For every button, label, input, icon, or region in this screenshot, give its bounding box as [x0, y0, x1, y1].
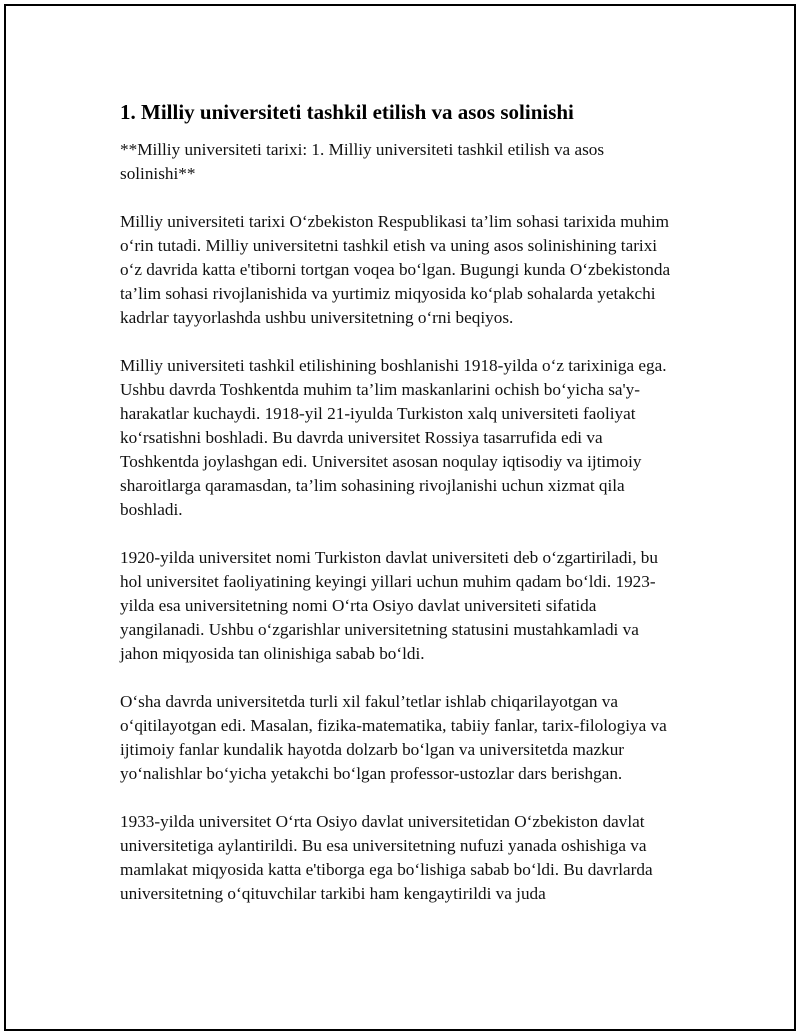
paragraph-2: Milliy universiteti tashkil etilishining boshlanishi 1918-yilda o‘z tarixiniga ega. Ushbu davrda Toshkentda muhim ta’lim maskanlarini ochish bo‘yicha sa'y-harakatlar kuchaydi. 1918-yil 21-iyulda Turkiston xalq universiteti faoliyat ko‘rsatishni boshladi. Bu davrda universitet Rossiya tasarrufida edi va Toshkentda joylashgan edi. Universitet asosan noqulay iqtisodiy va ijtimoiy sharoitlarga qaramasdan, ta’lim sohasining rivojlanishi uchun xizmat qila boshladi.: [120, 356, 667, 519]
page-frame: [4, 4, 796, 1031]
paragraph-5: 1933-yilda universitet O‘rta Osiyo davlat universitetidan O‘zbekiston davlat universitetiga aylantirildi. Bu esa universitetning nufuzi yanada oshishiga va mamlakat miqyosida katta e'tiborga ega bo‘lishiga sabab bo‘ldi. Bu davrlarda universitetning o‘qituvchilar tarkibi ham kengaytirildi va juda: [120, 812, 653, 903]
paragraph-3: 1920-yilda universitet nomi Turkiston davlat universiteti deb o‘zgartiriladi, bu hol universitet faoliyatining keyingi yillari uchun muhim qadam bo‘ldi. 1923-yilda esa universitetning nomi O‘rta Osiyo davlat universiteti sifatida yangilanadi. Ushbu o‘zgarishlar universitetning statusini mustahkamladi va jahon miqyosida tan olinishiga sabab bo‘ldi.: [120, 548, 658, 663]
bold-subtitle-paragraph: **Milliy universiteti tarixi: 1. Milliy universiteti tashkil etilish va asos solinishi**: [120, 140, 605, 183]
paragraph-4: O‘sha davrda universitetda turli xil fakul’tetlar ishlab chiqarilayotgan va o‘qitilayotgan edi. Masalan, fizika-matematika, tabiiy fanlar, tarix-filologiya va ijtimoiy fanlar kundalik hayotda dolzarb bo‘lgan va universitetda mazkur yo‘nalishlar bo‘yicha yetakchi bo‘lgan professor-ustozlar dars berishgan.: [120, 692, 667, 783]
section-heading: 1. Milliy universiteti tashkil etilish va asos solinishi: [120, 100, 574, 124]
document-body: [120, 98, 680, 930]
paragraph-1: Milliy universiteti tarixi O‘zbekiston Respublikasi ta’lim sohasi tarixida muhim o‘rin tutadi. Milliy universitetni tashkil etish va uning asos solinishining tarixi o‘z davrida katta e'tiborni tortgan voqea bo‘lgan. Bugungi kunda O‘zbekistonda ta’lim sohasi rivojlanishida va yurtimiz miqyosida ko‘plab sohalarda yetakchi kadrlar tayyorlashda ushbu universitetning o‘rni beqiyos.: [120, 212, 671, 327]
